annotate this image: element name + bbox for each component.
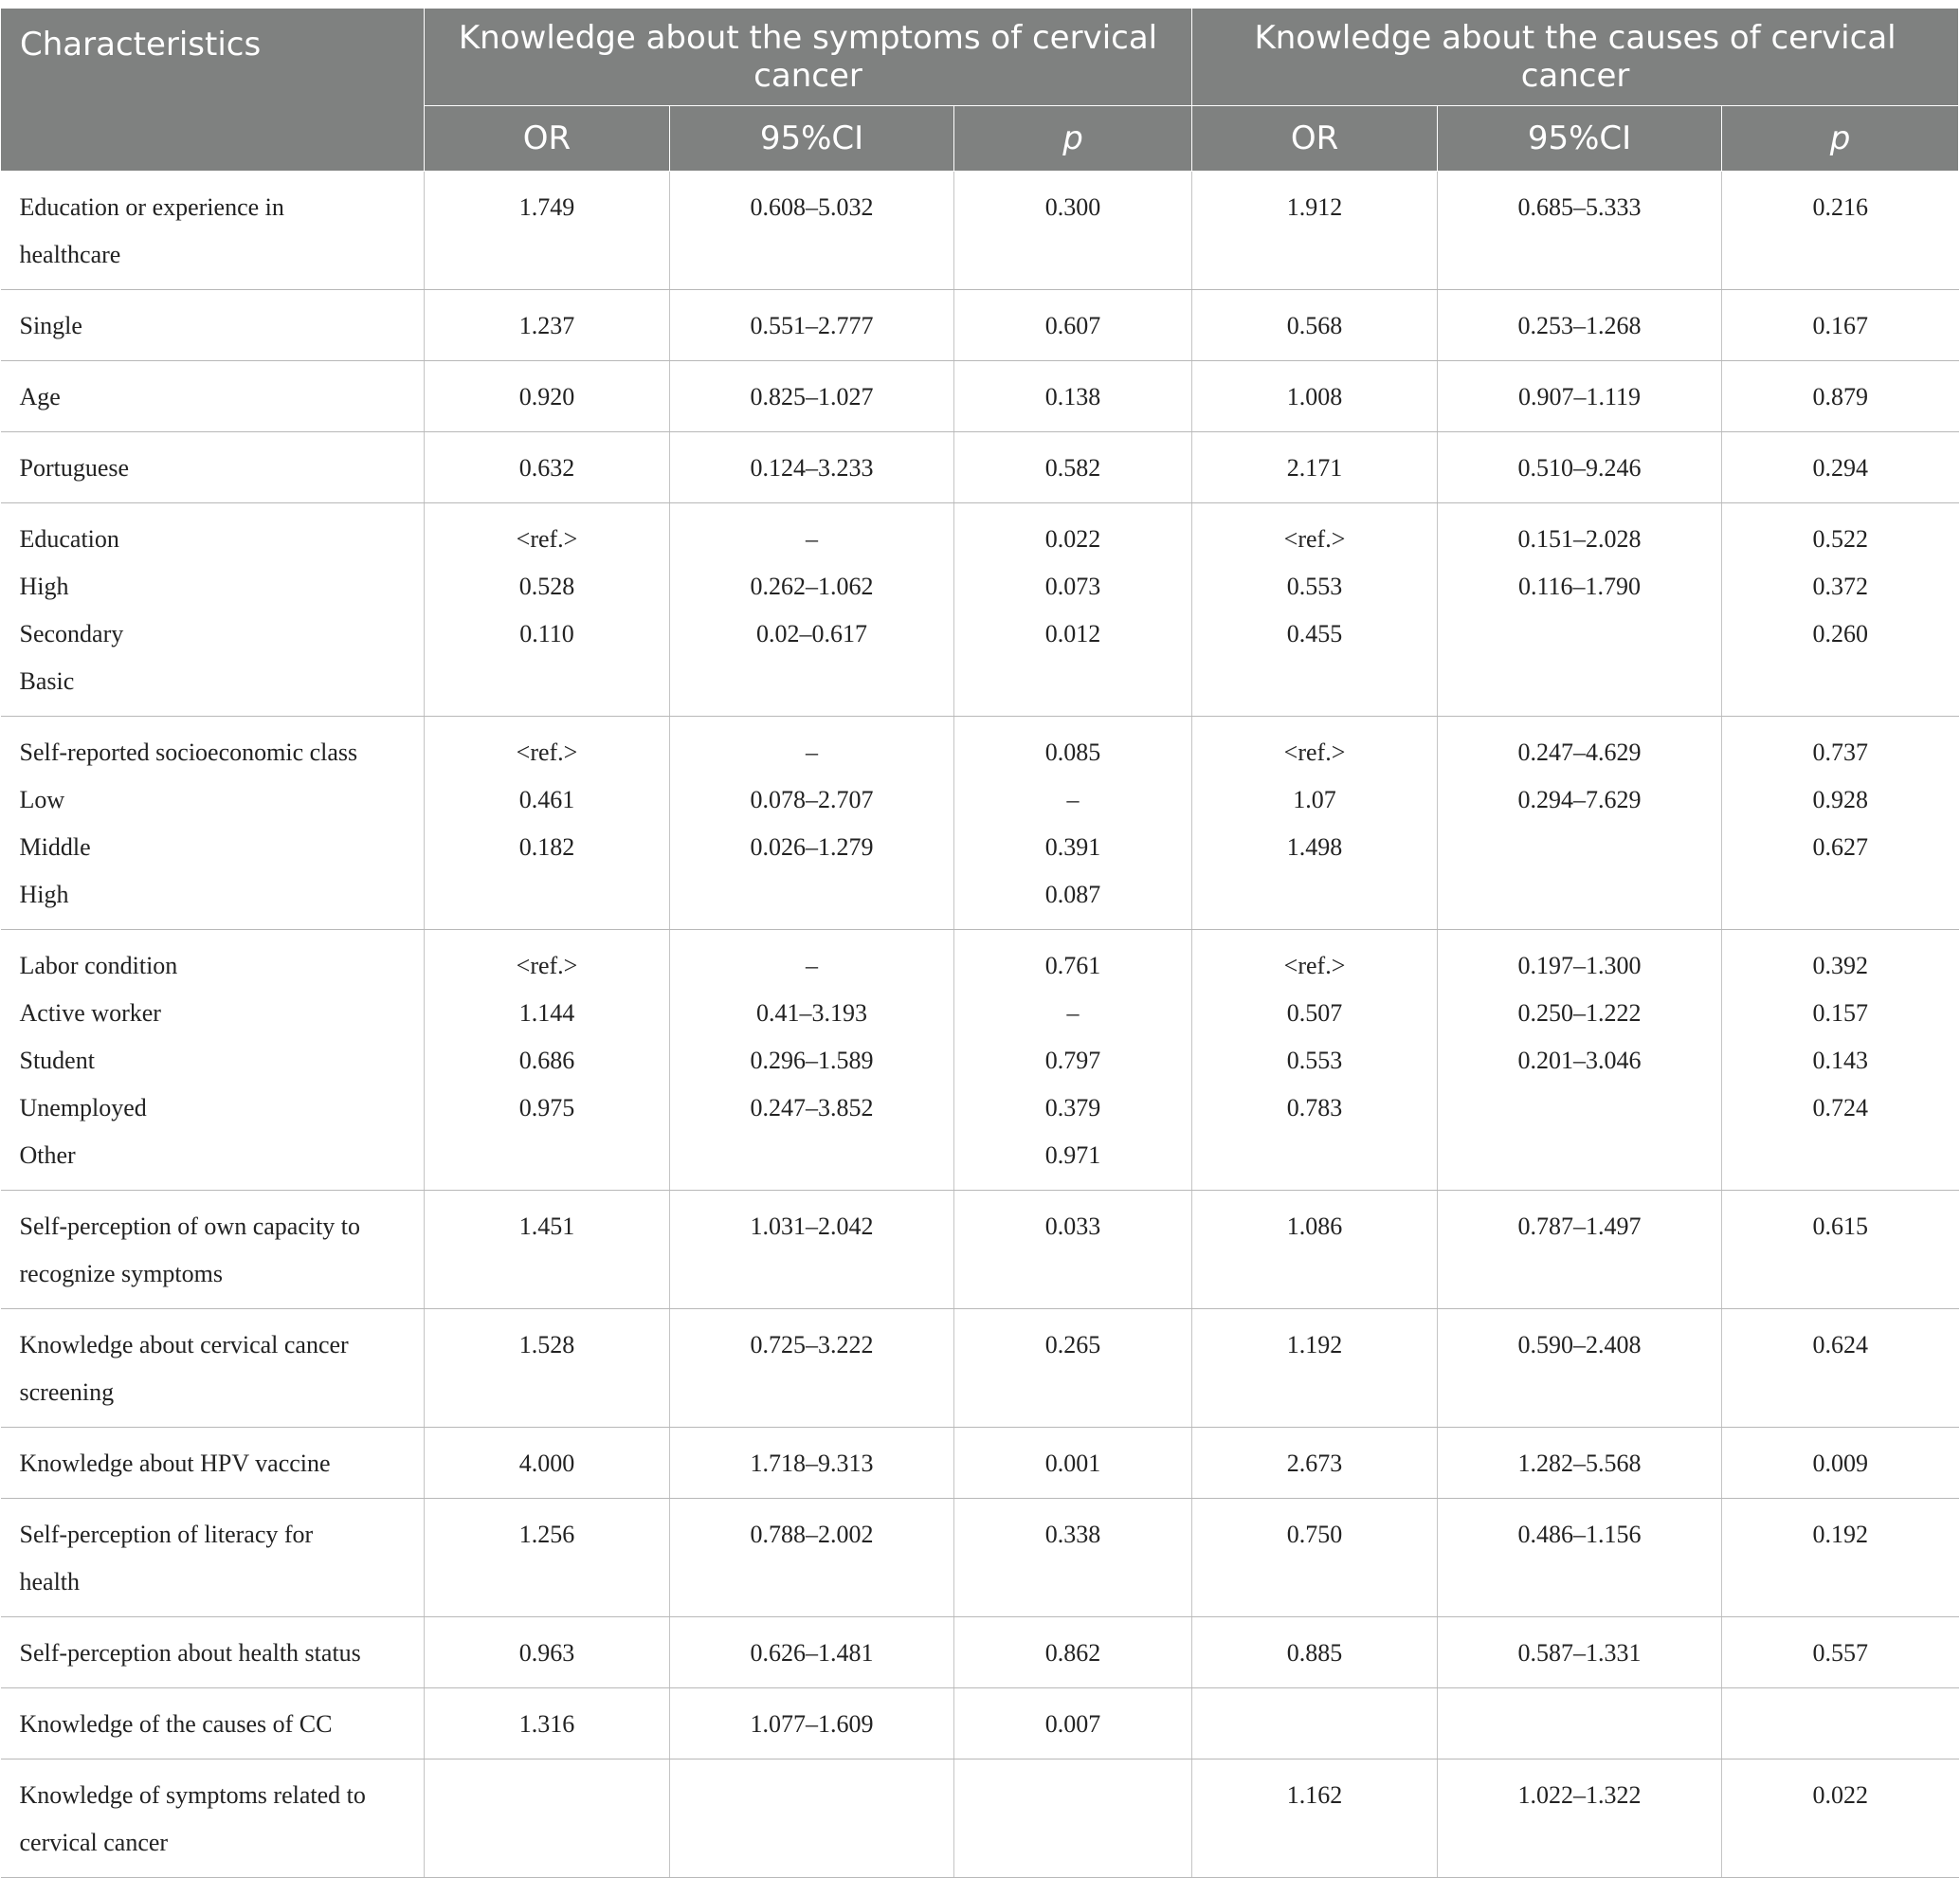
value-text: 0.825–1.027: [750, 383, 874, 410]
causes-ci-cell: [1438, 1428, 1722, 1499]
causes-ci-cell: [1438, 1499, 1722, 1617]
characteristic-cell: [1, 290, 425, 361]
symptoms-ci-cell: [670, 432, 954, 503]
value-text: 0.557: [1812, 1639, 1869, 1667]
symptoms-or-cell: [425, 1309, 670, 1428]
table-row: [1, 361, 1959, 432]
causes-or-cell: [1192, 290, 1438, 361]
symptoms-p-cell: [954, 930, 1192, 1191]
value-text: 1.528: [518, 1331, 575, 1358]
causes-or-cell: [1192, 1309, 1438, 1428]
causes-ci-cell: [1438, 1191, 1722, 1309]
causes-p-cell: [1722, 1759, 1959, 1878]
value-text: 1.237: [518, 312, 575, 339]
symptoms-ci-cell: [670, 503, 954, 717]
characteristic-text: Student: [19, 1047, 95, 1074]
value-text: 0.182: [518, 833, 575, 861]
value-text: 0.02–0.617: [756, 620, 867, 647]
value-text: 0.151–2.028: [1517, 525, 1642, 553]
symptoms-ci-cell: [670, 1499, 954, 1617]
table-row: [1, 432, 1959, 503]
symptoms-p-cell: [954, 1499, 1192, 1617]
value-text: 0.971: [1044, 1141, 1101, 1169]
value-text: –: [806, 952, 818, 979]
value-text: 0.012: [1044, 620, 1101, 647]
value-text: 0.725–3.222: [750, 1331, 874, 1358]
table-row: [1, 172, 1959, 290]
symptoms-ci-cell: [670, 172, 954, 290]
value-text: 1.718–9.313: [750, 1450, 874, 1477]
symptoms-ci-cell: [670, 1688, 954, 1759]
p-label: p: [1829, 119, 1851, 157]
value-text: <ref.>: [1283, 738, 1346, 766]
value-text: 0.157: [1812, 999, 1869, 1027]
value-text: 0.007: [1044, 1710, 1101, 1738]
causes-or-cell: [1192, 503, 1438, 717]
symptoms-ci-cell: [670, 361, 954, 432]
value-text: 0.632: [518, 454, 575, 482]
characteristic-cell: [1, 503, 425, 717]
value-text: 0.862: [1044, 1639, 1101, 1667]
table-row: [1, 930, 1959, 1191]
causes-or-cell: [1192, 1428, 1438, 1499]
value-text: 0.750: [1286, 1521, 1343, 1548]
value-text: 0.124–3.233: [750, 454, 874, 482]
causes-ci-cell: [1438, 1759, 1722, 1878]
value-text: 0.372: [1812, 573, 1869, 600]
characteristic-text: Knowledge about cervical cancer: [19, 1331, 349, 1358]
characteristic-cell: [1, 172, 425, 290]
characteristic-text: Unemployed: [19, 1094, 147, 1121]
value-text: 0.216: [1812, 193, 1869, 221]
symptoms-p-cell: [954, 361, 1192, 432]
characteristic-text: Education or experience in: [19, 193, 284, 221]
value-text: –: [1066, 999, 1080, 1027]
causes-ci-cell: [1438, 290, 1722, 361]
symptoms-ci-cell: [670, 1309, 954, 1428]
table-row: [1, 1309, 1959, 1428]
value-text: 0.201–3.046: [1517, 1047, 1642, 1074]
causes-or-cell: [1192, 1617, 1438, 1688]
value-text: 0.085: [1044, 738, 1101, 766]
value-text: 0.587–1.331: [1517, 1639, 1642, 1667]
value-text: 0.033: [1044, 1212, 1101, 1240]
value-text: 0.262–1.062: [750, 573, 874, 600]
symptoms-or-cell: [425, 1759, 670, 1878]
characteristic-text: health: [19, 1568, 81, 1595]
value-text: 0.247–4.629: [1517, 738, 1642, 766]
causes-or-cell: [1192, 1688, 1438, 1759]
symptoms-p-cell: [954, 717, 1192, 930]
value-text: 0.685–5.333: [1517, 193, 1642, 221]
symptoms-or-cell: [425, 1499, 670, 1617]
value-text: 0.528: [518, 573, 575, 600]
value-text: –: [806, 738, 818, 766]
characteristic-text: High: [19, 573, 69, 600]
value-text: 0.461: [518, 786, 575, 813]
value-text: 1.022–1.322: [1517, 1781, 1642, 1809]
value-text: 2.171: [1286, 454, 1343, 482]
causes-group-header: Knowledge about the causes of cervical cancer: [1192, 9, 1959, 106]
value-text: 0.551–2.777: [750, 312, 874, 339]
symptoms-p-cell: [954, 432, 1192, 503]
table-row: [1, 717, 1959, 930]
value-text: 0.885: [1286, 1639, 1343, 1667]
value-text: 0.582: [1044, 454, 1101, 482]
value-text: 0.787–1.497: [1517, 1212, 1642, 1240]
symptoms-ci-cell: [670, 1617, 954, 1688]
symptoms-or-cell: [425, 1428, 670, 1499]
causes-ci-cell: [1438, 930, 1722, 1191]
value-text: 0.296–1.589: [750, 1047, 874, 1074]
value-text: 0.553: [1286, 1047, 1343, 1074]
characteristic-text: Portuguese: [19, 454, 130, 482]
value-text: 1.07: [1293, 786, 1336, 813]
causes-or-cell: [1192, 361, 1438, 432]
characteristics-header: Characteristics: [1, 9, 425, 172]
symptoms-p-cell: [954, 1428, 1192, 1499]
value-text: 0.507: [1286, 999, 1343, 1027]
symptoms-ci-cell: [670, 1428, 954, 1499]
causes-ci-cell: [1438, 717, 1722, 930]
table-row: [1, 1617, 1959, 1688]
symptoms-ci-cell: [670, 1759, 954, 1878]
value-text: 0.626–1.481: [750, 1639, 874, 1667]
causes-ci-cell: [1438, 503, 1722, 717]
value-text: 0.928: [1812, 786, 1869, 813]
value-text: 0.026–1.279: [750, 833, 874, 861]
causes-p-cell: [1722, 1688, 1959, 1759]
causes-p-cell: [1722, 930, 1959, 1191]
value-text: 0.788–2.002: [750, 1521, 874, 1548]
value-text: 0.022: [1044, 525, 1101, 553]
symptoms-p-cell: [954, 1309, 1192, 1428]
characteristic-cell: [1, 1759, 425, 1878]
p-label: p: [1062, 119, 1083, 157]
value-text: 0.192: [1812, 1521, 1869, 1548]
causes-or-cell: [1192, 930, 1438, 1191]
value-text: 0.294–7.629: [1517, 786, 1642, 813]
value-text: <ref.>: [516, 952, 578, 979]
causes-p-cell: [1722, 1309, 1959, 1428]
causes-or-cell: [1192, 1759, 1438, 1878]
value-text: 0.250–1.222: [1517, 999, 1642, 1027]
symptoms-ci-cell: [670, 930, 954, 1191]
value-text: 0.686: [518, 1047, 575, 1074]
symptoms-ci-cell: [670, 717, 954, 930]
value-text: 0.087: [1044, 881, 1101, 908]
value-text: 0.167: [1812, 312, 1869, 339]
causes-ci-cell: [1438, 361, 1722, 432]
causes-p-cell: [1722, 1191, 1959, 1309]
value-text: 0.724: [1812, 1094, 1869, 1121]
characteristic-text: Middle: [19, 833, 91, 861]
value-text: 1.498: [1286, 833, 1343, 861]
value-text: 0.590–2.408: [1517, 1331, 1642, 1358]
symptoms-ci-cell: [670, 1191, 954, 1309]
symptoms-ci-header: 95%CI: [670, 106, 954, 172]
symptoms-or-cell: [425, 717, 670, 930]
value-text: <ref.>: [516, 738, 578, 766]
value-text: 0.391: [1044, 833, 1101, 861]
value-text: 0.975: [518, 1094, 575, 1121]
characteristic-cell: [1, 1617, 425, 1688]
characteristic-cell: [1, 1309, 425, 1428]
symptoms-or-header: OR: [425, 106, 670, 172]
causes-ci-cell: [1438, 1617, 1722, 1688]
value-text: 0.797: [1044, 1047, 1101, 1074]
value-text: 1.256: [518, 1521, 575, 1548]
characteristic-cell: [1, 361, 425, 432]
causes-p-cell: [1722, 717, 1959, 930]
value-text: 1.316: [518, 1710, 575, 1738]
symptoms-p-cell: [954, 1759, 1192, 1878]
value-text: 0.009: [1812, 1450, 1869, 1477]
symptoms-or-cell: [425, 432, 670, 503]
characteristic-text: healthcare: [19, 241, 121, 268]
table-row: [1, 290, 1959, 361]
symptoms-p-header: [954, 106, 1192, 172]
symptoms-or-cell: [425, 1617, 670, 1688]
table-row: [1, 1688, 1959, 1759]
causes-or-cell: [1192, 1191, 1438, 1309]
value-text: 1.077–1.609: [750, 1710, 874, 1738]
characteristic-text: Other: [19, 1141, 76, 1169]
value-text: 1.008: [1286, 383, 1343, 410]
characteristic-cell: [1, 1191, 425, 1309]
characteristic-text: Knowledge of symptoms related to: [19, 1781, 366, 1809]
causes-or-cell: [1192, 172, 1438, 290]
value-text: 0.522: [1812, 525, 1869, 553]
value-text: 0.247–3.852: [750, 1094, 874, 1121]
characteristic-text: Low: [19, 786, 65, 813]
symptoms-or-cell: [425, 290, 670, 361]
value-text: 0.608–5.032: [750, 193, 874, 221]
causes-p-cell: [1722, 432, 1959, 503]
symptoms-p-cell: [954, 503, 1192, 717]
symptoms-p-cell: [954, 1191, 1192, 1309]
characteristic-text: Single: [19, 312, 82, 339]
symptoms-or-cell: [425, 1688, 670, 1759]
value-text: 0.455: [1286, 620, 1343, 647]
value-text: 0.338: [1044, 1521, 1101, 1548]
symptoms-or-cell: [425, 930, 670, 1191]
value-text: 0.510–9.246: [1517, 454, 1642, 482]
characteristic-text: Self-perception of own capacity to: [19, 1212, 361, 1240]
characteristic-cell: [1, 1428, 425, 1499]
value-text: 0.607: [1044, 312, 1101, 339]
value-text: 4.000: [518, 1450, 575, 1477]
value-text: 0.737: [1812, 738, 1869, 766]
causes-p-cell: [1722, 172, 1959, 290]
value-text: 0.138: [1044, 383, 1101, 410]
value-text: 1.749: [518, 193, 575, 221]
value-text: 0.627: [1812, 833, 1869, 861]
table-row: [1, 1759, 1959, 1878]
causes-p-cell: [1722, 1617, 1959, 1688]
value-text: 0.260: [1812, 620, 1869, 647]
symptoms-p-cell: [954, 290, 1192, 361]
characteristic-text: Self-reported socioeconomic class: [19, 738, 358, 766]
value-text: 1.282–5.568: [1517, 1450, 1642, 1477]
causes-ci-cell: [1438, 432, 1722, 503]
table-row: [1, 503, 1959, 717]
value-text: 0.143: [1812, 1047, 1869, 1074]
value-text: 1.192: [1286, 1331, 1343, 1358]
symptoms-or-cell: [425, 361, 670, 432]
value-text: 0.379: [1044, 1094, 1101, 1121]
symptoms-p-cell: [954, 1688, 1192, 1759]
characteristic-text: Knowledge of the causes of CC: [19, 1710, 333, 1738]
value-text: 0.553: [1286, 573, 1343, 600]
value-text: 0.615: [1812, 1212, 1869, 1240]
causes-or-cell: [1192, 1499, 1438, 1617]
characteristic-text: cervical cancer: [19, 1829, 169, 1856]
value-text: 0.197–1.300: [1517, 952, 1642, 979]
characteristic-text: screening: [19, 1378, 115, 1406]
value-text: –: [1066, 786, 1080, 813]
value-text: 0.110: [519, 620, 574, 647]
value-text: 0.568: [1286, 312, 1343, 339]
symptoms-or-cell: [425, 503, 670, 717]
value-text: <ref.>: [1283, 952, 1346, 979]
value-text: 0.392: [1812, 952, 1869, 979]
symptoms-p-cell: [954, 172, 1192, 290]
table-row: [1, 1191, 1959, 1309]
characteristic-text: Knowledge about HPV vaccine: [19, 1450, 331, 1477]
characteristic-text: Self-perception about health status: [19, 1639, 361, 1667]
value-text: 1.162: [1286, 1781, 1343, 1809]
value-text: 0.265: [1044, 1331, 1101, 1358]
value-text: 1.144: [518, 999, 575, 1027]
value-text: 0.963: [518, 1639, 575, 1667]
symptoms-group-header: Knowledge about the symptoms of cervical cancer: [425, 9, 1192, 106]
causes-p-cell: [1722, 361, 1959, 432]
value-text: 0.41–3.193: [756, 999, 867, 1027]
characteristic-cell: [1, 1499, 425, 1617]
causes-or-cell: [1192, 717, 1438, 930]
value-text: 1.912: [1286, 193, 1343, 221]
value-text: 0.486–1.156: [1517, 1521, 1642, 1548]
value-text: 0.907–1.119: [1517, 383, 1642, 410]
characteristic-cell: [1, 930, 425, 1191]
characteristic-text: High: [19, 881, 69, 908]
causes-ci-cell: [1438, 172, 1722, 290]
characteristic-cell: [1, 717, 425, 930]
value-text: –: [806, 525, 818, 553]
characteristic-text: Secondary: [19, 620, 124, 647]
causes-p-cell: [1722, 290, 1959, 361]
value-text: 0.920: [518, 383, 575, 410]
causes-p-header: [1722, 106, 1959, 172]
causes-ci-cell: [1438, 1688, 1722, 1759]
table-body: [1, 172, 1959, 1878]
value-text: 0.879: [1812, 383, 1869, 410]
characteristic-text: Self-perception of literacy for: [19, 1521, 314, 1548]
characteristic-text: Age: [19, 383, 61, 410]
value-text: 1.086: [1286, 1212, 1343, 1240]
symptoms-p-cell: [954, 1617, 1192, 1688]
causes-p-cell: [1722, 503, 1959, 717]
table-row: [1, 1499, 1959, 1617]
characteristic-text: Labor condition: [19, 952, 178, 979]
value-text: <ref.>: [1283, 525, 1346, 553]
value-text: 0.783: [1286, 1094, 1343, 1121]
value-text: 0.624: [1812, 1331, 1869, 1358]
causes-or-header: OR: [1192, 106, 1438, 172]
symptoms-ci-cell: [670, 290, 954, 361]
table-header: [1, 9, 1959, 172]
characteristic-text: Education: [19, 525, 119, 553]
causes-ci-cell: [1438, 1309, 1722, 1428]
characteristic-cell: [1, 1688, 425, 1759]
table-row: [1, 1428, 1959, 1499]
causes-p-cell: [1722, 1428, 1959, 1499]
causes-ci-header: 95%CI: [1438, 106, 1722, 172]
value-text: 0.253–1.268: [1517, 312, 1642, 339]
value-text: 0.761: [1044, 952, 1101, 979]
characteristic-text: Basic: [19, 667, 75, 695]
regression-table: [0, 8, 1959, 1878]
value-text: 0.078–2.707: [750, 786, 874, 813]
characteristic-text: Active worker: [19, 999, 161, 1027]
value-text: 0.294: [1812, 454, 1869, 482]
value-text: 0.001: [1044, 1450, 1101, 1477]
value-text: 0.300: [1044, 193, 1101, 221]
value-text: 1.451: [518, 1212, 575, 1240]
causes-p-cell: [1722, 1499, 1959, 1617]
value-text: <ref.>: [516, 525, 578, 553]
value-text: 0.073: [1044, 573, 1101, 600]
symptoms-or-cell: [425, 1191, 670, 1309]
causes-or-cell: [1192, 432, 1438, 503]
value-text: 0.116–1.790: [1517, 573, 1642, 600]
characteristic-cell: [1, 432, 425, 503]
value-text: 1.031–2.042: [750, 1212, 874, 1240]
value-text: 2.673: [1286, 1450, 1343, 1477]
characteristic-text: recognize symptoms: [19, 1260, 223, 1287]
symptoms-or-cell: [425, 172, 670, 290]
value-text: 0.022: [1812, 1781, 1869, 1809]
